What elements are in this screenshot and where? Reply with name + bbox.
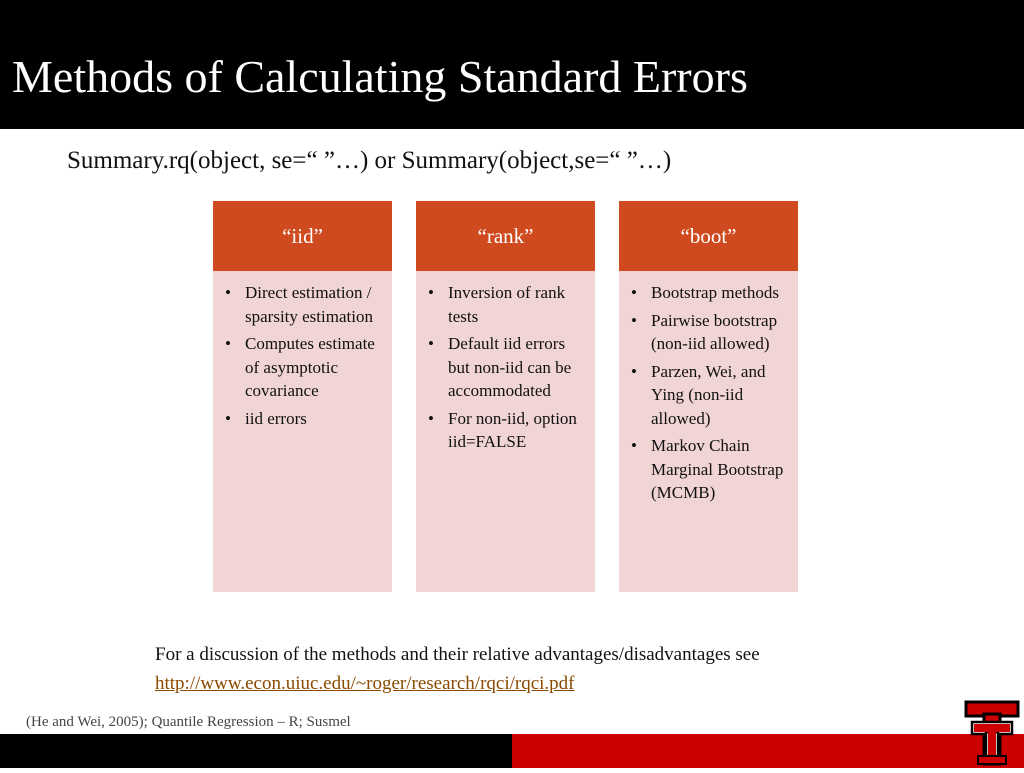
reference-link[interactable]: http://www.econ.uiuc.edu/~roger/research/rqci/rqci.pdf [155,673,575,694]
method-column-rank [416,201,595,592]
footnote-text: For a discussion of the methods and their relative advantages/disadvantages see [155,644,760,665]
list-item [426,407,583,454]
bullet-icon: • [225,408,231,428]
list-item [426,332,583,403]
list-item [426,281,583,328]
list-item-text: Default iid errors but non-iid can be accommodated [448,334,572,400]
list-item-text: Inversion of rank tests [448,283,566,326]
list-item-text: Markov Chain Marginal Bootstrap (MCMB) [651,436,784,502]
list-item [223,281,380,328]
slide-title: Methods of Calculating Standard Errors [12,51,748,102]
column-header: “boot” [619,201,798,271]
bullet-list [426,281,583,454]
double-t-logo-icon [962,698,1022,768]
bullet-icon: • [428,408,434,428]
list-item-text: Computes estimate of asymptotic covariance [245,334,375,400]
source-citation: (He and Wei, 2005); Quantile Regression – R; Susmel [26,714,351,730]
bullet-icon: • [428,283,434,302]
list-item-text: Parzen, Wei, and Ying (non-iid allowed) [651,361,766,428]
footer-bar-red [512,734,1024,768]
list-item [629,309,786,356]
slide-subtitle: Summary.rq(object, se=“ ”…) or Summary(object,se=“ ”…) [67,147,672,174]
bullet-icon: • [631,310,637,330]
list-item-text: Direct estimation / sparsity estimation [245,283,373,326]
title-bar [0,0,1024,129]
list-item [629,434,786,505]
column-header: “rank” [416,201,595,271]
list-item-text: iid errors [245,408,307,428]
bullet-icon: • [225,334,231,353]
list-item [223,407,380,431]
footnote [155,640,760,698]
bullet-icon: • [631,436,637,455]
list-item [629,360,786,431]
list-item-text: Pairwise bootstrap (non-iid allowed) [651,310,778,353]
bullet-icon: • [631,361,637,381]
bullet-icon: • [428,334,434,353]
list-item [629,281,786,305]
bullet-icon: • [631,283,637,302]
method-column-iid [213,201,392,592]
list-item [223,332,380,403]
list-item-text: For non-iid, option iid=FALSE [448,408,577,451]
column-header: “iid” [213,201,392,271]
method-column-boot [619,201,798,592]
bullet-icon: • [225,283,231,302]
list-item-text: Bootstrap methods [651,283,779,302]
bullet-list [223,281,380,430]
footer-bar-black [0,734,512,768]
bullet-list [629,281,786,505]
